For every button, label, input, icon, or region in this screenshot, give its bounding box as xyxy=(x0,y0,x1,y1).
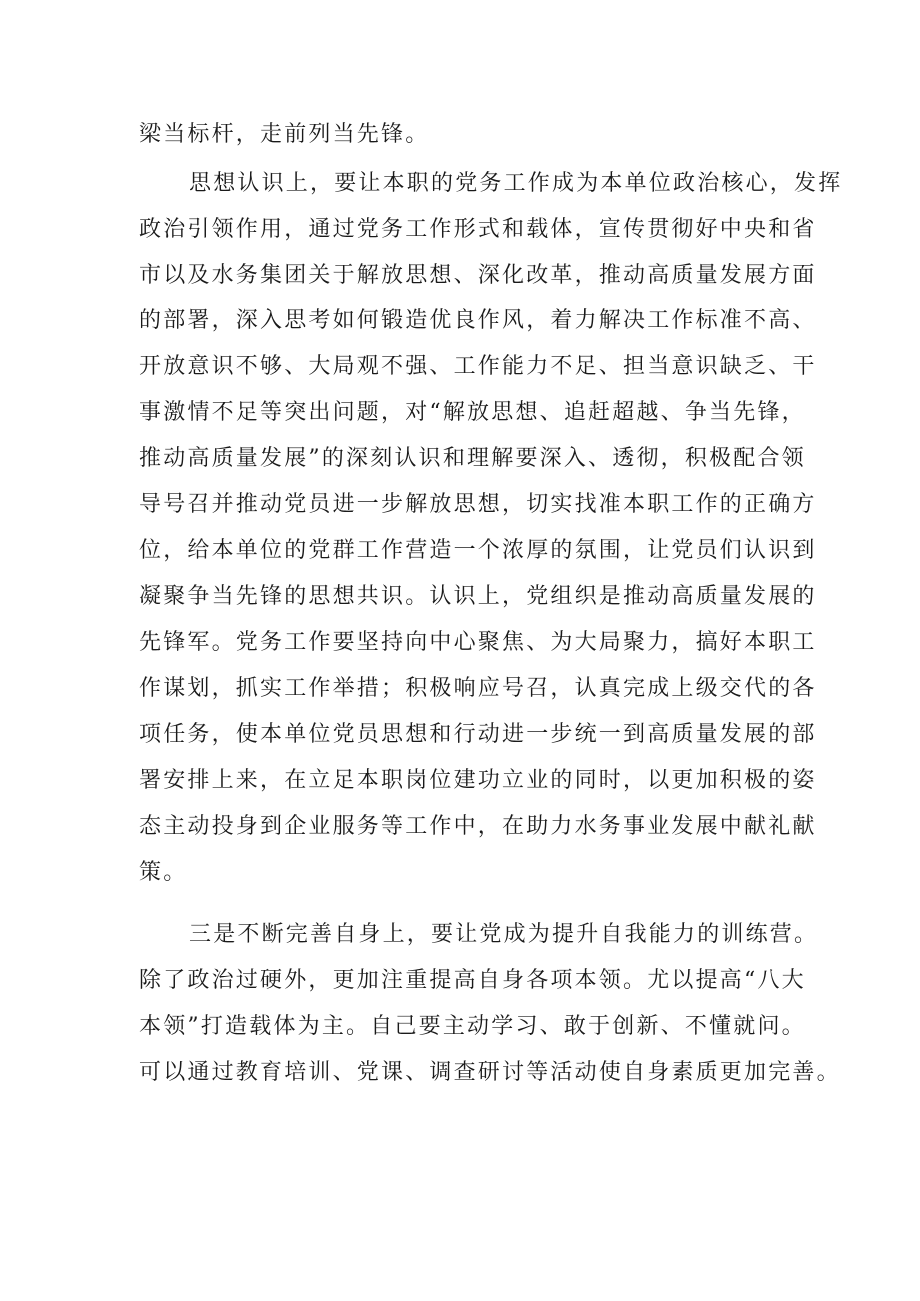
paragraph-2-line-10: 凝聚争当先锋的思想共识。认识上，党组织是推动高质量发展的 xyxy=(139,584,817,609)
paragraph-2-line-3: 市以及水务集团关于解放思想、深化改革，推动高质量发展方面 xyxy=(139,263,817,288)
paragraph-2-line-11: 先锋军。党务工作要坚持向中心聚焦、为大局聚力，搞好本职工 xyxy=(139,630,817,655)
paragraph-3-line-3: 本领”打造载体为主。自己要主动学习、敢于创新、不懂就问。 xyxy=(139,1014,806,1039)
paragraph-2-line-16: 策。 xyxy=(139,860,188,885)
paragraph-2-line-7: 推动高质量发展”的深刻认识和理解要深入、透彻，积极配合领 xyxy=(139,446,806,471)
paragraph-2-line-12: 作谋划，抓实工作举措；积极响应号召，认真完成上级交代的各 xyxy=(139,676,817,701)
paragraph-3-line-4: 可以通过教育培训、党课、调查研讨等活动使自身素质更加完善。 xyxy=(139,1060,841,1085)
paragraph-2-line-1: 思想认识上，要让本职的党务工作成为本单位政治核心，发挥 xyxy=(189,171,843,196)
paragraph-2-line-13: 项任务，使本单位党员思想和行动进一步统一到高质量发展的部 xyxy=(139,722,817,747)
paragraph-3-line-2: 除了政治过硬外，更加注重提高自身各项本领。尤以提高“八大 xyxy=(139,968,806,993)
paragraph-3-line-1: 三是不断完善自身上，要让党成为提升自我能力的训练营。 xyxy=(189,922,819,947)
paragraph-2-line-4: 的部署，深入思考如何锻造优良作风，着力解决工作标准不高、 xyxy=(139,308,817,333)
paragraph-2-line-14: 署安排上来，在立足本职岗位建功立业的同时，以更加积极的姿 xyxy=(139,768,817,793)
paragraph-2-line-5: 开放意识不够、大局观不强、工作能力不足、担当意识缺乏、干 xyxy=(139,354,817,379)
paragraph-2-line-2: 政治引领作用，通过党务工作形式和载体，宣传贯彻好中央和省 xyxy=(139,217,817,242)
paragraph-2-line-15: 态主动投身到企业服务等工作中，在助力水务事业发展中献礼献 xyxy=(139,814,817,839)
paragraph-2-line-8: 导号召并推动党员进一步解放思想，切实找准本职工作的正确方 xyxy=(139,492,817,517)
paragraph-1-line-1: 梁当标杆，走前列当先锋。 xyxy=(139,122,430,147)
paragraph-2-line-6: 事激情不足等突出问题，对“解放思想、追赶超越、争当先锋， xyxy=(139,400,806,425)
paragraph-2-line-9: 位，给本单位的党群工作营造一个浓厚的氛围，让党员们认识到 xyxy=(139,538,817,563)
